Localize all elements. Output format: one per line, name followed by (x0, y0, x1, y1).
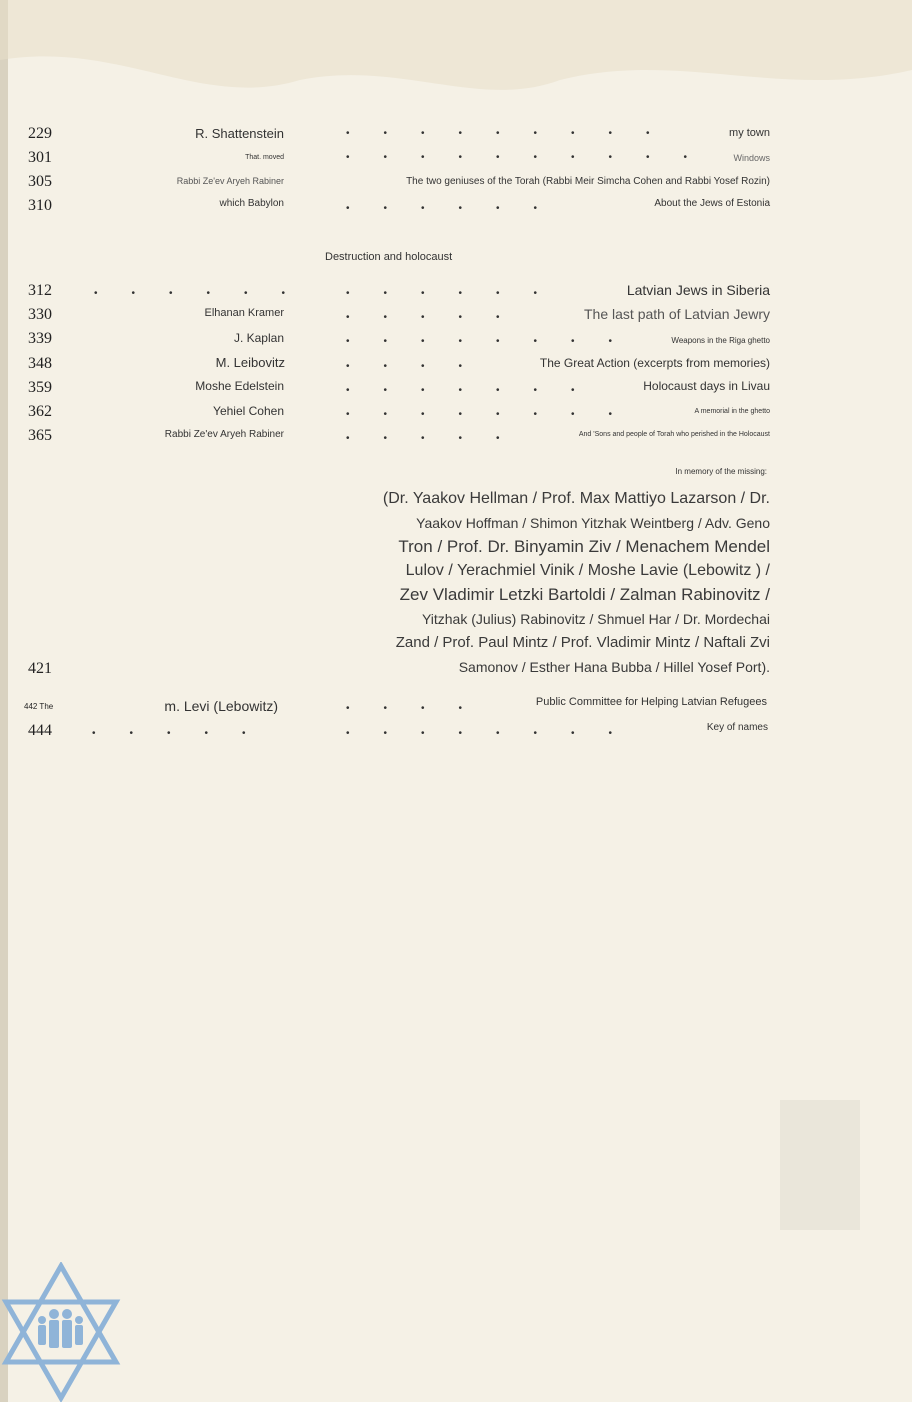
page-number: 442 The (24, 702, 54, 711)
entry-title: Latvian Jews in Siberia (626, 282, 770, 298)
memorial-line: Yitzhak (Julius) Rabinovitz / Shmuel Har / Dr. Mordechai (421, 611, 770, 627)
entry-author: Elhanan Kramer (204, 307, 284, 319)
entry-author: m. Levi (Lebowitz) (164, 698, 278, 714)
entry-title: Public Committee for Helping Latvian Refugees (535, 696, 767, 708)
memorial-line: Zand / Prof. Paul Mintz / Prof. Vladimir Mintz / Naftali Zvi (395, 634, 770, 651)
entry-author: Moshe Edelstein (195, 379, 284, 393)
toc-row (0, 173, 912, 197)
page-number: 229 (28, 125, 52, 142)
leader-dots: • • • • • • (346, 203, 538, 214)
entry-title: my town (729, 127, 770, 139)
page-number: 365 (28, 427, 52, 444)
entry-author: M. Leibovitz (215, 355, 285, 370)
memorial-line: Lulov / Yerachmiel Vinik / Moshe Lavie (Lebowitz ) / (405, 562, 770, 579)
toc-row (0, 427, 912, 451)
memorial-line: (Dr. Yaakov Hellman / Prof. Max Mattiyo Lazarson / Dr. (382, 490, 770, 507)
page-number: 330 (28, 306, 52, 323)
page-number: 421 (28, 660, 52, 677)
page-number: 444 (28, 722, 52, 739)
toc-row (0, 379, 912, 403)
section-heading: Destruction and holocaust (325, 251, 453, 263)
page-number: 301 (28, 149, 52, 166)
page-number: 339 (28, 330, 52, 347)
page-number: 305 (28, 173, 52, 190)
entry-title: About the Jews of Estonia (654, 198, 770, 209)
leader-dots: • • • • • • (346, 288, 538, 299)
toc-row (0, 660, 912, 684)
leader-dots: • • • • • • • • (346, 409, 613, 420)
leader-dots: • • • • (346, 703, 463, 714)
memorial-line: Samonov / Esther Hana Bubba / Hillel Yosef Port). (458, 659, 770, 675)
star-of-david-family-icon (0, 1262, 122, 1402)
toc-row (0, 149, 912, 173)
toc-row (0, 722, 912, 746)
leader-dots: • • • • • • • • • • (346, 152, 688, 163)
memory-label: In memory of the missing: (675, 467, 767, 476)
entry-title: Windows (733, 153, 770, 163)
entry-author: R. Shattenstein (195, 126, 284, 141)
toc-row (0, 696, 912, 720)
page-number: 312 (28, 282, 52, 299)
entry-title: Weapons in the Riga ghetto (671, 336, 770, 345)
entry-title: A memorial in the ghetto (694, 408, 770, 415)
entry-title: The last path of Latvian Jewry (584, 306, 770, 322)
entry-author: which Babylon (219, 198, 284, 209)
toc-row (0, 282, 912, 306)
leader-dots: • • • • (346, 361, 463, 372)
entry-title: Key of names (706, 722, 768, 733)
toc-row (0, 403, 912, 427)
page-number: 362 (28, 403, 52, 420)
entry-title: Holocaust days in Livau (643, 379, 770, 393)
entry-author: J. Kaplan (233, 331, 284, 345)
entry-author: Yehiel Cohen (213, 404, 284, 418)
toc-row (0, 355, 912, 379)
leader-dots: • • • • • • (94, 288, 286, 299)
entry-title: The Great Action (excerpts from memories) (539, 356, 770, 370)
leader-dots: • • • • • (92, 728, 246, 739)
page-number: 310 (28, 197, 52, 214)
memorial-line: Zev Vladimir Letzki Bartoldi / Zalman Rabinovitz / (399, 585, 770, 604)
toc-row (0, 306, 912, 330)
leader-dots: • • • • • (346, 433, 500, 444)
toc-row (0, 330, 912, 354)
leader-dots: • • • • • • • • (346, 728, 613, 739)
toc-row (0, 197, 912, 221)
leader-dots: • • • • • • • • • (346, 128, 650, 139)
leader-dots: • • • • • • • • (346, 336, 613, 347)
page-number: 348 (28, 355, 52, 372)
entry-title: And 'Sons and people of Torah who perished in the Holocaust (578, 431, 770, 438)
toc-row (0, 125, 912, 149)
memorial-line: Yaakov Hoffman / Shimon Yitzhak Weintberg / Adv. Geno (416, 515, 770, 531)
entry-title: The two geniuses of the Torah (Rabbi Meir Simcha Cohen and Rabbi Yosef Rozin) (406, 176, 770, 187)
leader-dots: • • • • • (346, 312, 500, 323)
entry-author: That. moved (245, 154, 284, 161)
entry-author: Rabbi Ze'ev Aryeh Rabiner (176, 176, 284, 186)
page-number: 359 (28, 379, 52, 396)
leader-dots: • • • • • • • (346, 385, 575, 396)
memorial-line: Tron / Prof. Dr. Binyamin Ziv / Menachem Mendel (398, 537, 770, 556)
entry-author: Rabbi Ze'ev Aryeh Rabiner (164, 429, 284, 440)
memorial-names (340, 487, 770, 679)
